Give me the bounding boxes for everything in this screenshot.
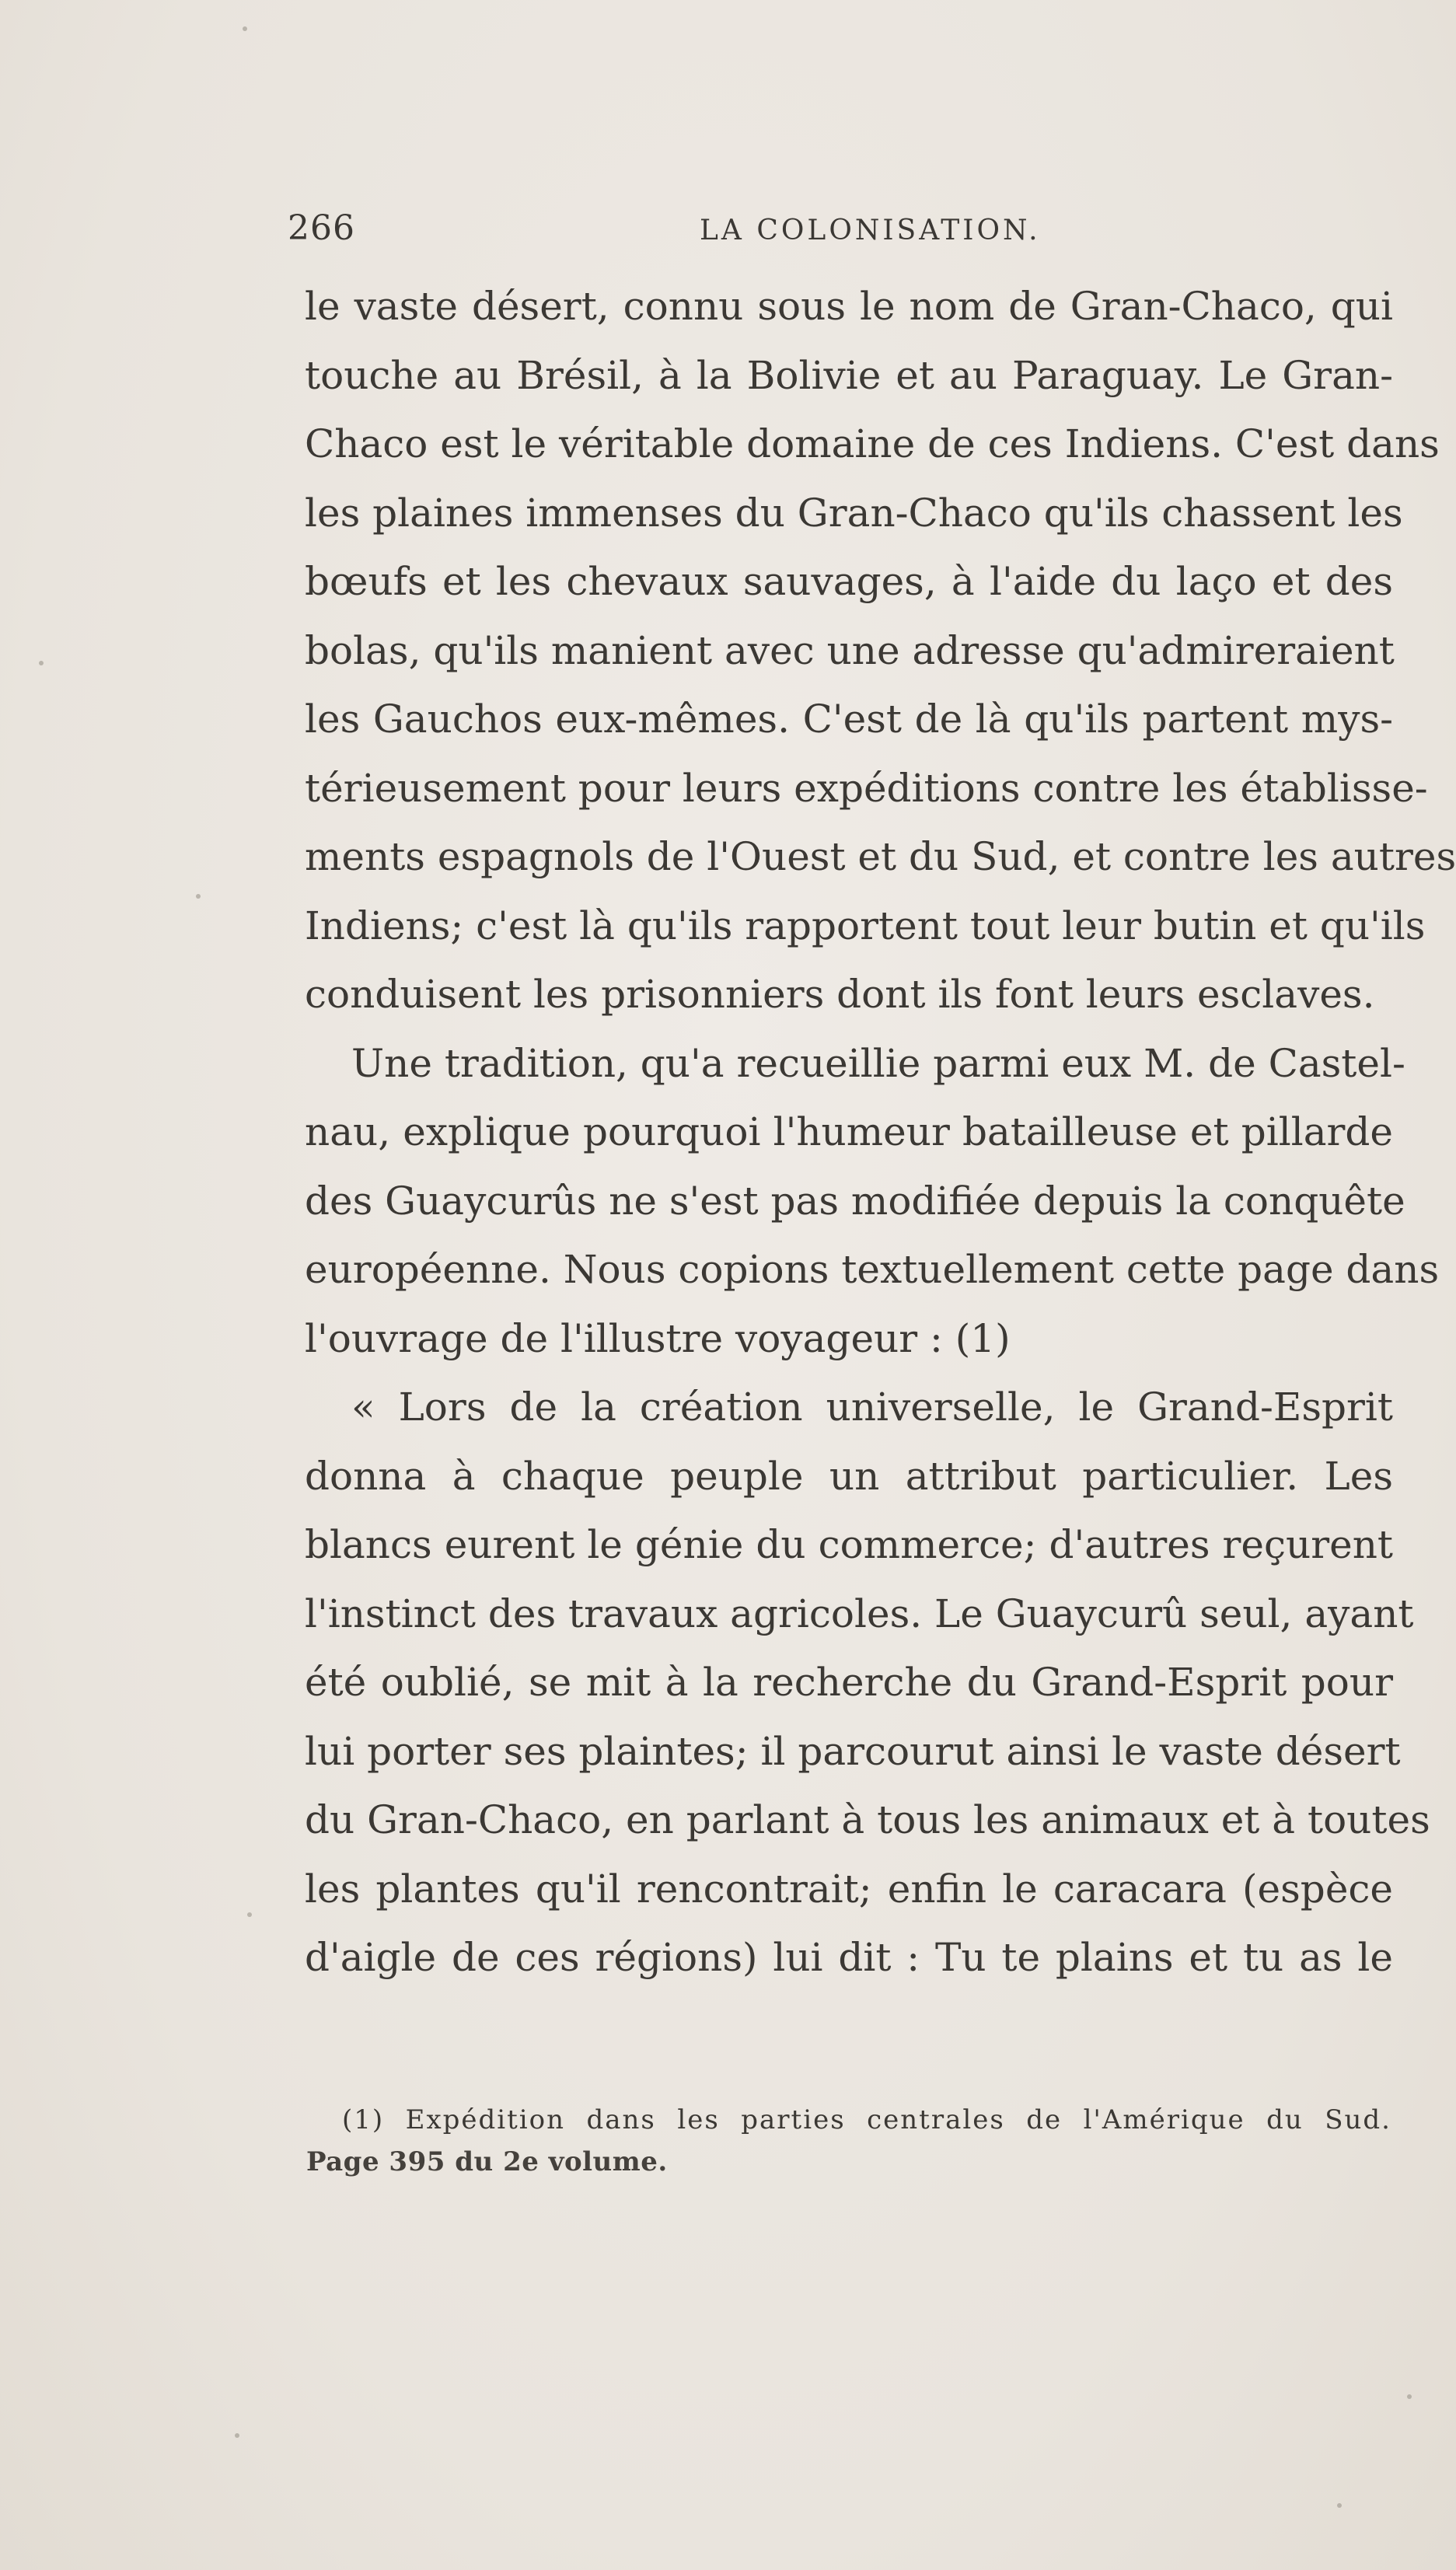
text-line: Indiens; c'est là qu'ils rapportent tout leur butin et qu'ils xyxy=(305,903,1426,948)
paper-speck xyxy=(247,1912,252,1917)
text-line: le vaste désert, connu sous le nom de Gran-Chaco, qui xyxy=(305,284,1393,329)
text-line: l'instinct des travaux agricoles. Le Guaycurû seul, ayant xyxy=(305,1591,1414,1636)
text-line: des Guaycurûs ne s'est pas modifiée depuis la conquête xyxy=(305,1178,1405,1224)
text-line: térieusement pour leurs expéditions contre les établisse- xyxy=(305,765,1428,811)
text-line: lui porter ses plaintes; il parcourut ainsi le vaste désert xyxy=(305,1728,1401,1774)
paper-speck xyxy=(39,661,44,665)
text-line: du Gran-Chaco, en parlant à tous les animaux et à toutes xyxy=(305,1797,1430,1842)
text-line: ments espagnols de l'Ouest et du Sud, et contre les autres xyxy=(305,834,1456,879)
page-number: 266 xyxy=(288,208,355,248)
paper-speck xyxy=(196,894,201,899)
footnote-page-reference: Page 395 du 2e volume. xyxy=(306,2146,668,2177)
text-line: Chaco est le véritable domaine de ces Indiens. C'est dans xyxy=(305,421,1440,466)
running-title: LA COLONISATION. xyxy=(700,215,1041,246)
text-line: nau, explique pourquoi l'humeur batailleuse et pillarde xyxy=(305,1109,1393,1154)
paper-speck xyxy=(243,26,247,31)
text-line: « Lors de la création universelle, le Grand-Esprit xyxy=(351,1385,1393,1430)
text-line: bœufs et les chevaux sauvages, à l'aide du laço et des xyxy=(305,559,1393,604)
footnote xyxy=(306,2099,1391,2183)
text-line: d'aigle de ces régions) lui dit : Tu te plains et tu as le xyxy=(305,1935,1393,1980)
running-head xyxy=(288,208,1391,255)
text-line: l'ouvrage de l'illustre voyageur : (1) xyxy=(305,1315,1011,1361)
text-line: les Gauchos eux-mêmes. C'est de là qu'ils partent mys- xyxy=(305,697,1393,742)
text-line: européenne. Nous copions textuellement cette page dans xyxy=(305,1247,1440,1292)
body-text xyxy=(305,272,1456,1992)
text-line: Une tradition, qu'a recueillie parmi eux M. de Castel- xyxy=(351,1040,1405,1086)
text-line: les plaines immenses du Gran-Chaco qu'ils chassent les xyxy=(305,490,1403,536)
paper-speck xyxy=(235,2433,239,2438)
text-line: touche au Brésil, à la Bolivie et au Paraguay. Le Gran- xyxy=(305,352,1393,398)
text-line: blancs eurent le génie du commerce; d'autres reçurent xyxy=(305,1522,1393,1567)
paper-speck xyxy=(1337,2503,1342,2508)
text-line: bolas, qu'ils manient avec une adresse qu'admireraient xyxy=(305,627,1395,673)
paper-speck xyxy=(1407,2394,1412,2399)
footnote-citation: (1) Expédition dans les parties centrales de l'Amérique du Sud. xyxy=(342,2104,1391,2135)
text-line: donna à chaque peuple un attribut particulier. Les xyxy=(305,1453,1393,1499)
text-line: conduisent les prisonniers dont ils font leurs esclaves. xyxy=(305,972,1375,1017)
text-line: les plantes qu'il rencontrait; enfin le caracara (espèce xyxy=(305,1866,1393,1912)
text-line: été oublié, se mit à la recherche du Grand-Esprit pour xyxy=(305,1660,1393,1705)
